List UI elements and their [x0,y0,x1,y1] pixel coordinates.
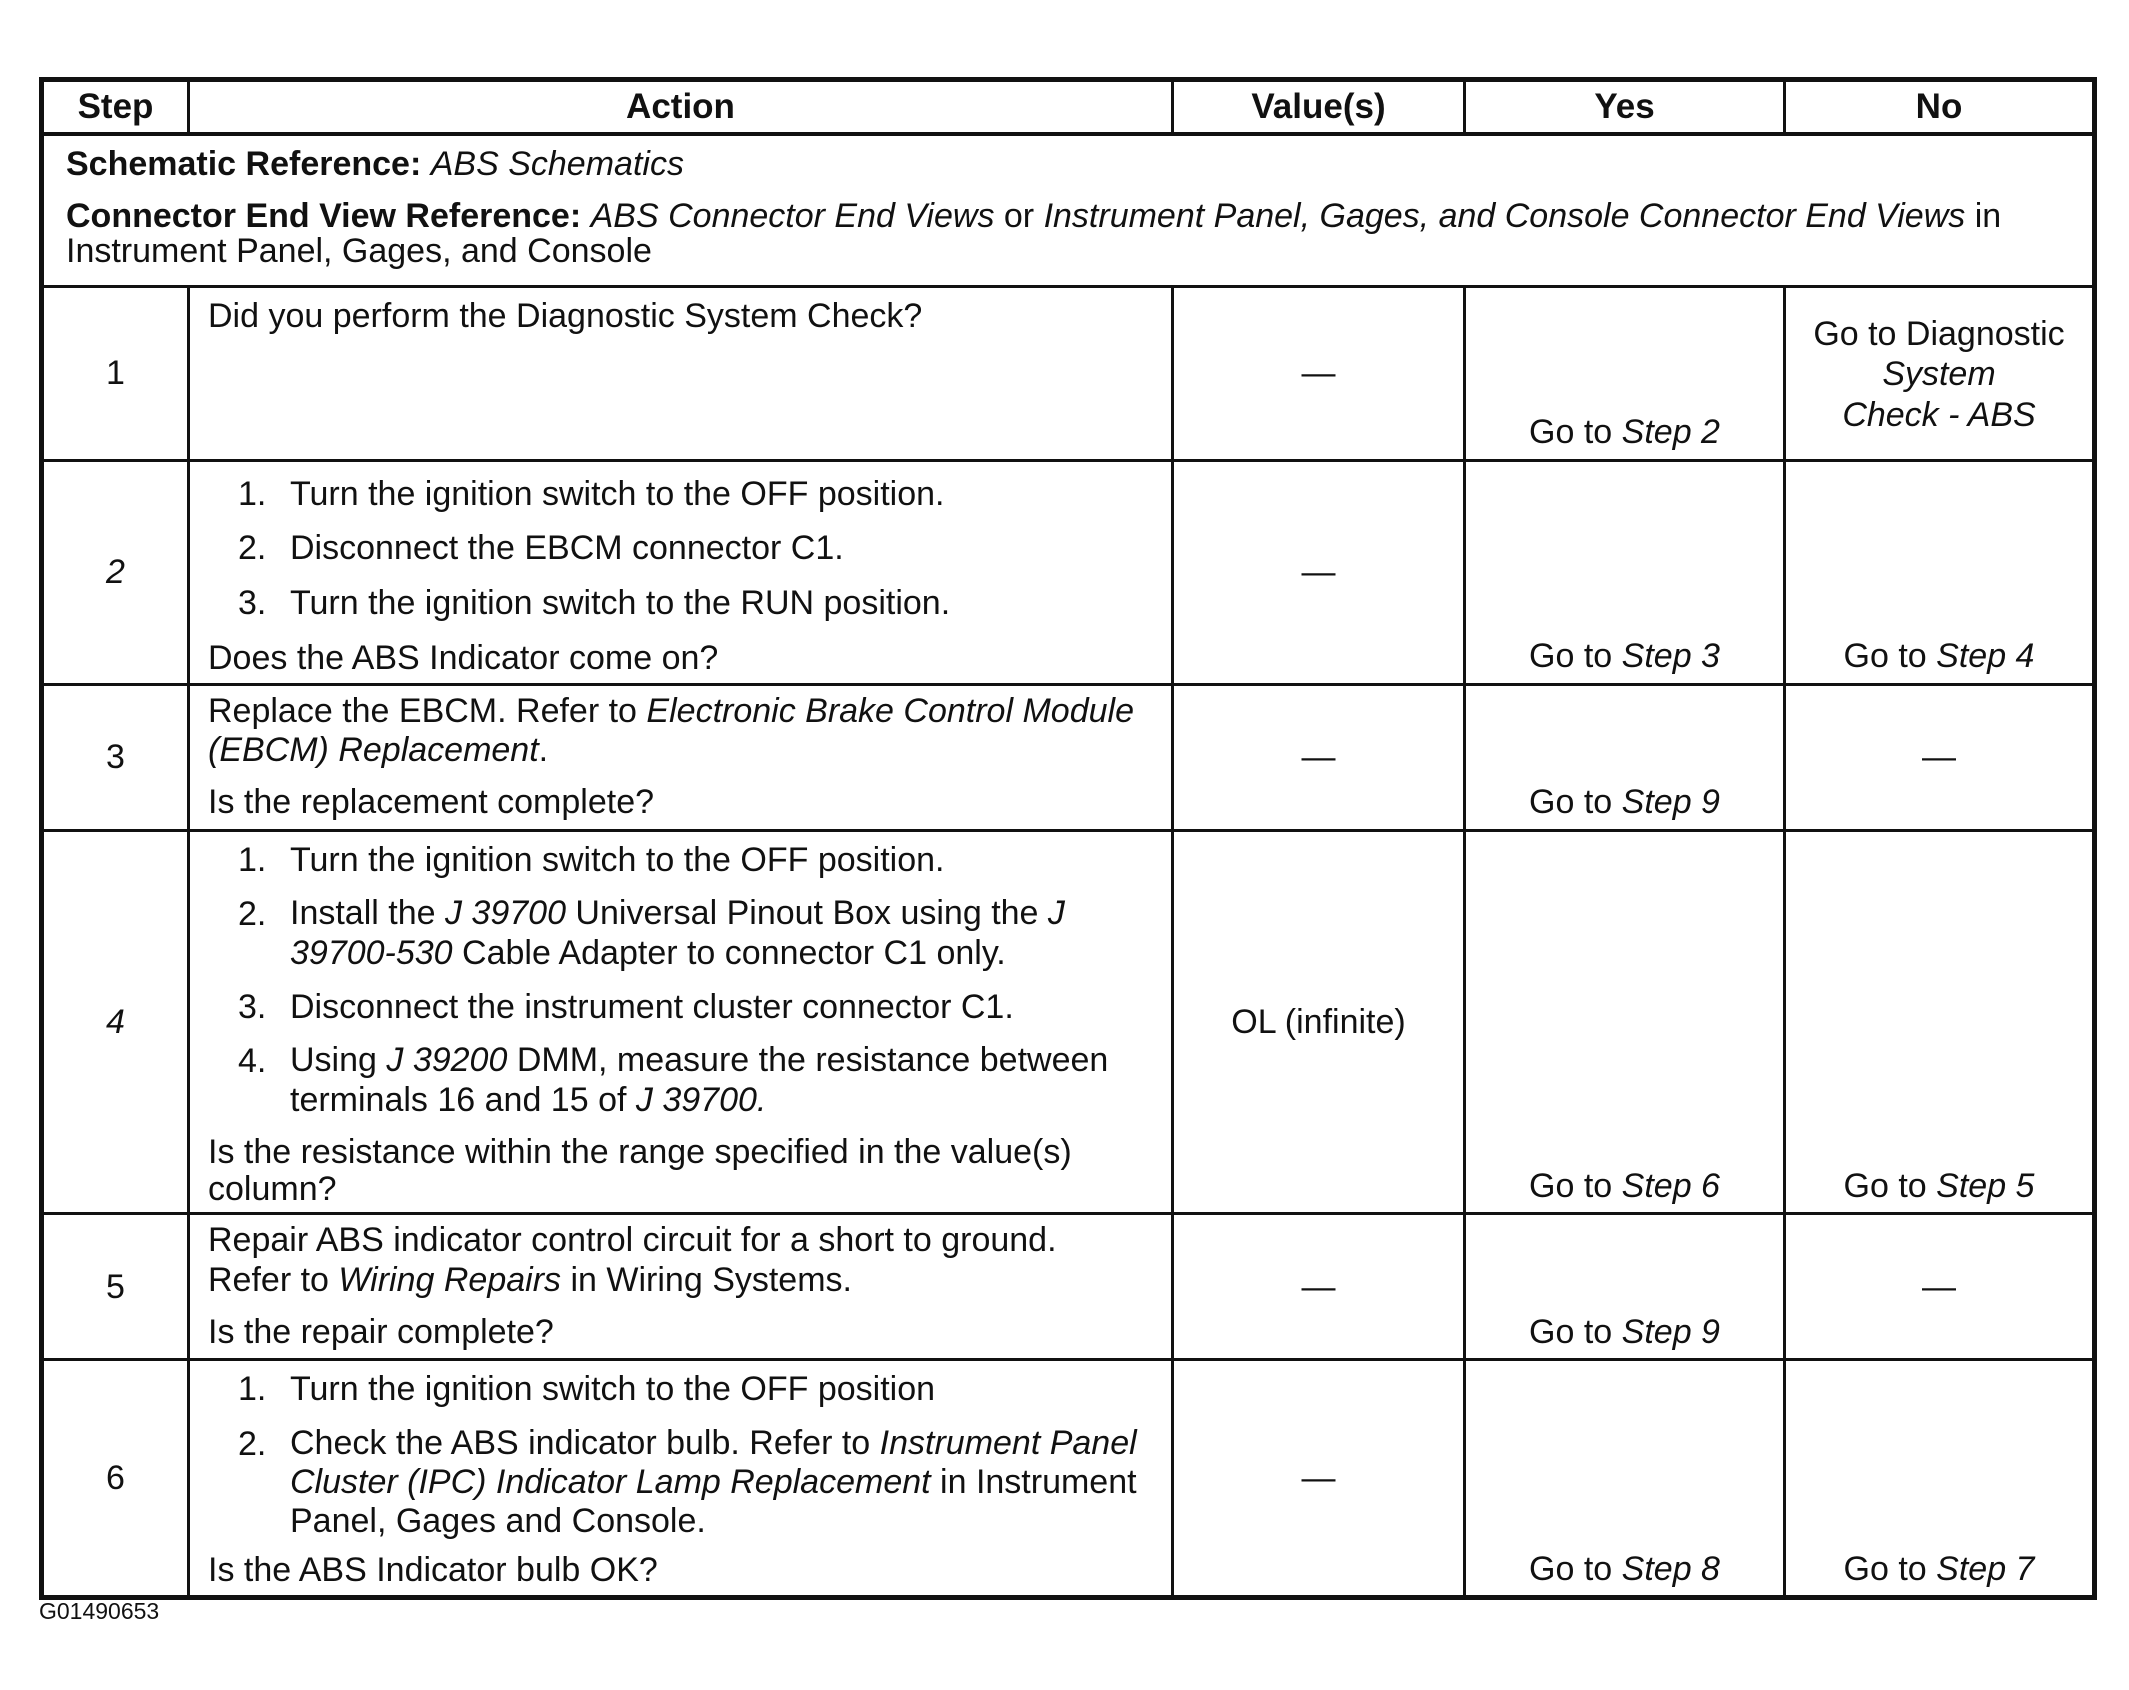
list-item: 1. Turn the ignition switch to the OFF position [238,1370,936,1409]
table-row [42,1360,2095,1598]
action-cell [189,830,1173,1214]
no-goto[interactable]: Go to Step 4 [1843,636,2035,675]
list-item: 2. Install the J 39700 Universal Pinout Box using the J 39700-530 Cable Adapter to connector C1 only. [238,894,1065,972]
yes-goto[interactable]: Go to Step 6 [1529,1166,1720,1205]
schematic-reference-link[interactable]: ABS Schematics [430,145,684,183]
list-item: 2. Check the ABS indicator bulb. Refer to Instrument Panel Cluster (IPC) Indicator Lamp Replacement in Instrument Panel, Gages and Console. [238,1424,1137,1541]
action-question: Is the repair complete? [208,1312,554,1351]
schematic-reference: Schematic Reference: ABS Schematics [66,145,684,183]
tool-j39700: J 39700 [444,894,566,933]
value-cell: — [1173,286,1465,460]
table-row [42,830,2095,1214]
value-cell: — [1173,684,1465,830]
action-question: Is the resistance within the range specified in the value(s) column? [208,1132,1072,1209]
yes-cell [1465,830,1785,1214]
yes-goto[interactable]: Go to Step 8 [1529,1549,1720,1588]
no-cell: — [1785,1214,2095,1360]
value-cell: — [1173,1214,1465,1360]
step-number: 5 [42,1214,189,1360]
yes-goto[interactable]: Go to Step 9 [1529,1312,1720,1351]
step-number: 4 [42,830,189,1214]
step-number: 3 [42,684,189,830]
action-question: Does the ABS Indicator come on? [208,638,719,677]
no-cell [1785,1360,2095,1598]
no-cell [1785,286,2095,460]
list-item: 3. Turn the ignition switch to the RUN position. [238,584,951,623]
action-steps [208,1365,1147,1541]
step-number: 6 [42,1360,189,1598]
yes-cell [1465,684,1785,830]
table-row [42,1214,2095,1360]
yes-goto[interactable]: Go to Step 9 [1529,782,1720,821]
action-cell [189,1360,1173,1598]
action-question: Is the replacement complete? [208,782,655,821]
action-steps [208,466,1147,624]
header-row [42,80,2095,135]
value-cell: — [1173,1360,1465,1598]
action-cell [189,460,1173,684]
connector-reference-link-1[interactable]: ABS Connector End Views [590,196,995,235]
procedure-link[interactable]: Electronic Brake Control Module (EBCM) Replacement [208,691,1134,769]
diagnostic-table [39,77,2097,1600]
action-cell [189,684,1173,830]
value-cell: OL (infinite) [1173,830,1465,1214]
header-values: Value(s) [1173,80,1465,135]
list-item: 2. Disconnect the EBCM connector C1. [238,529,844,568]
table-row [42,460,2095,684]
connector-reference-link-2[interactable]: Instrument Panel, Gages, and Console Connector End Views [1043,196,1966,235]
step-number: 2 [42,460,189,684]
action-cell [189,286,1173,460]
reference-cell [42,134,2095,286]
yes-goto[interactable]: Go to Step 2 [1529,412,1720,451]
tool-j39700-530: J 39700-530 [290,894,1065,972]
reference-row [42,134,2095,286]
action-steps [208,836,1147,1120]
procedure-link[interactable]: Instrument Panel Cluster (IPC) Indicator Lamp Replacement [290,1424,1137,1502]
list-item: 1. Turn the ignition switch to the OFF position. [238,840,945,879]
tool-j39200: J 39200 [386,1041,508,1080]
yes-cell [1465,286,1785,460]
figure-code: G01490653 [39,1598,160,1624]
yes-cell [1465,1360,1785,1598]
connector-reference: Connector End View Reference: ABS Connector End Views or Instrument Panel, Gages, and Console Connector End Views in Instrument Panel, Gages, and Console [66,196,2002,271]
header-action: Action [189,80,1173,135]
action-text: Replace the EBCM. Refer to Electronic Brake Control Module (EBCM) Replacement. [208,691,1134,769]
action-question: Did you perform the Diagnostic System Check? [208,296,923,335]
list-item: 4. Using J 39200 DMM, measure the resistance between terminals 16 and 15 of J 39700. [238,1041,1109,1119]
value-cell: — [1173,460,1465,684]
yes-cell [1465,460,1785,684]
no-goto[interactable]: Go to Step 5 [1843,1166,2035,1205]
action-cell [189,1214,1173,1360]
header-no: No [1785,80,2095,135]
table-row [42,286,2095,460]
no-cell [1785,830,2095,1214]
header-step: Step [42,80,189,135]
action-text: Repair ABS indicator control circuit for a short to ground. Refer to Wiring Repairs in Wiring Systems. [208,1221,1057,1299]
list-item: 3. Disconnect the instrument cluster connector C1. [238,987,1014,1026]
list-item: 1. Turn the ignition switch to the OFF position. [238,474,945,513]
yes-cell [1465,1214,1785,1360]
procedure-link[interactable]: Wiring Repairs [338,1260,562,1299]
no-cell: — [1785,684,2095,830]
table-row [42,684,2095,830]
action-question: Is the ABS Indicator bulb OK? [208,1550,658,1589]
header-yes: Yes [1465,80,1785,135]
step-number: 1 [42,286,189,460]
yes-goto[interactable]: Go to Step 3 [1529,636,1720,675]
no-goto[interactable]: Go to Diagnostic System Check - ABS [1813,314,2065,435]
no-cell [1785,460,2095,684]
no-goto[interactable]: Go to Step 7 [1843,1549,2035,1588]
